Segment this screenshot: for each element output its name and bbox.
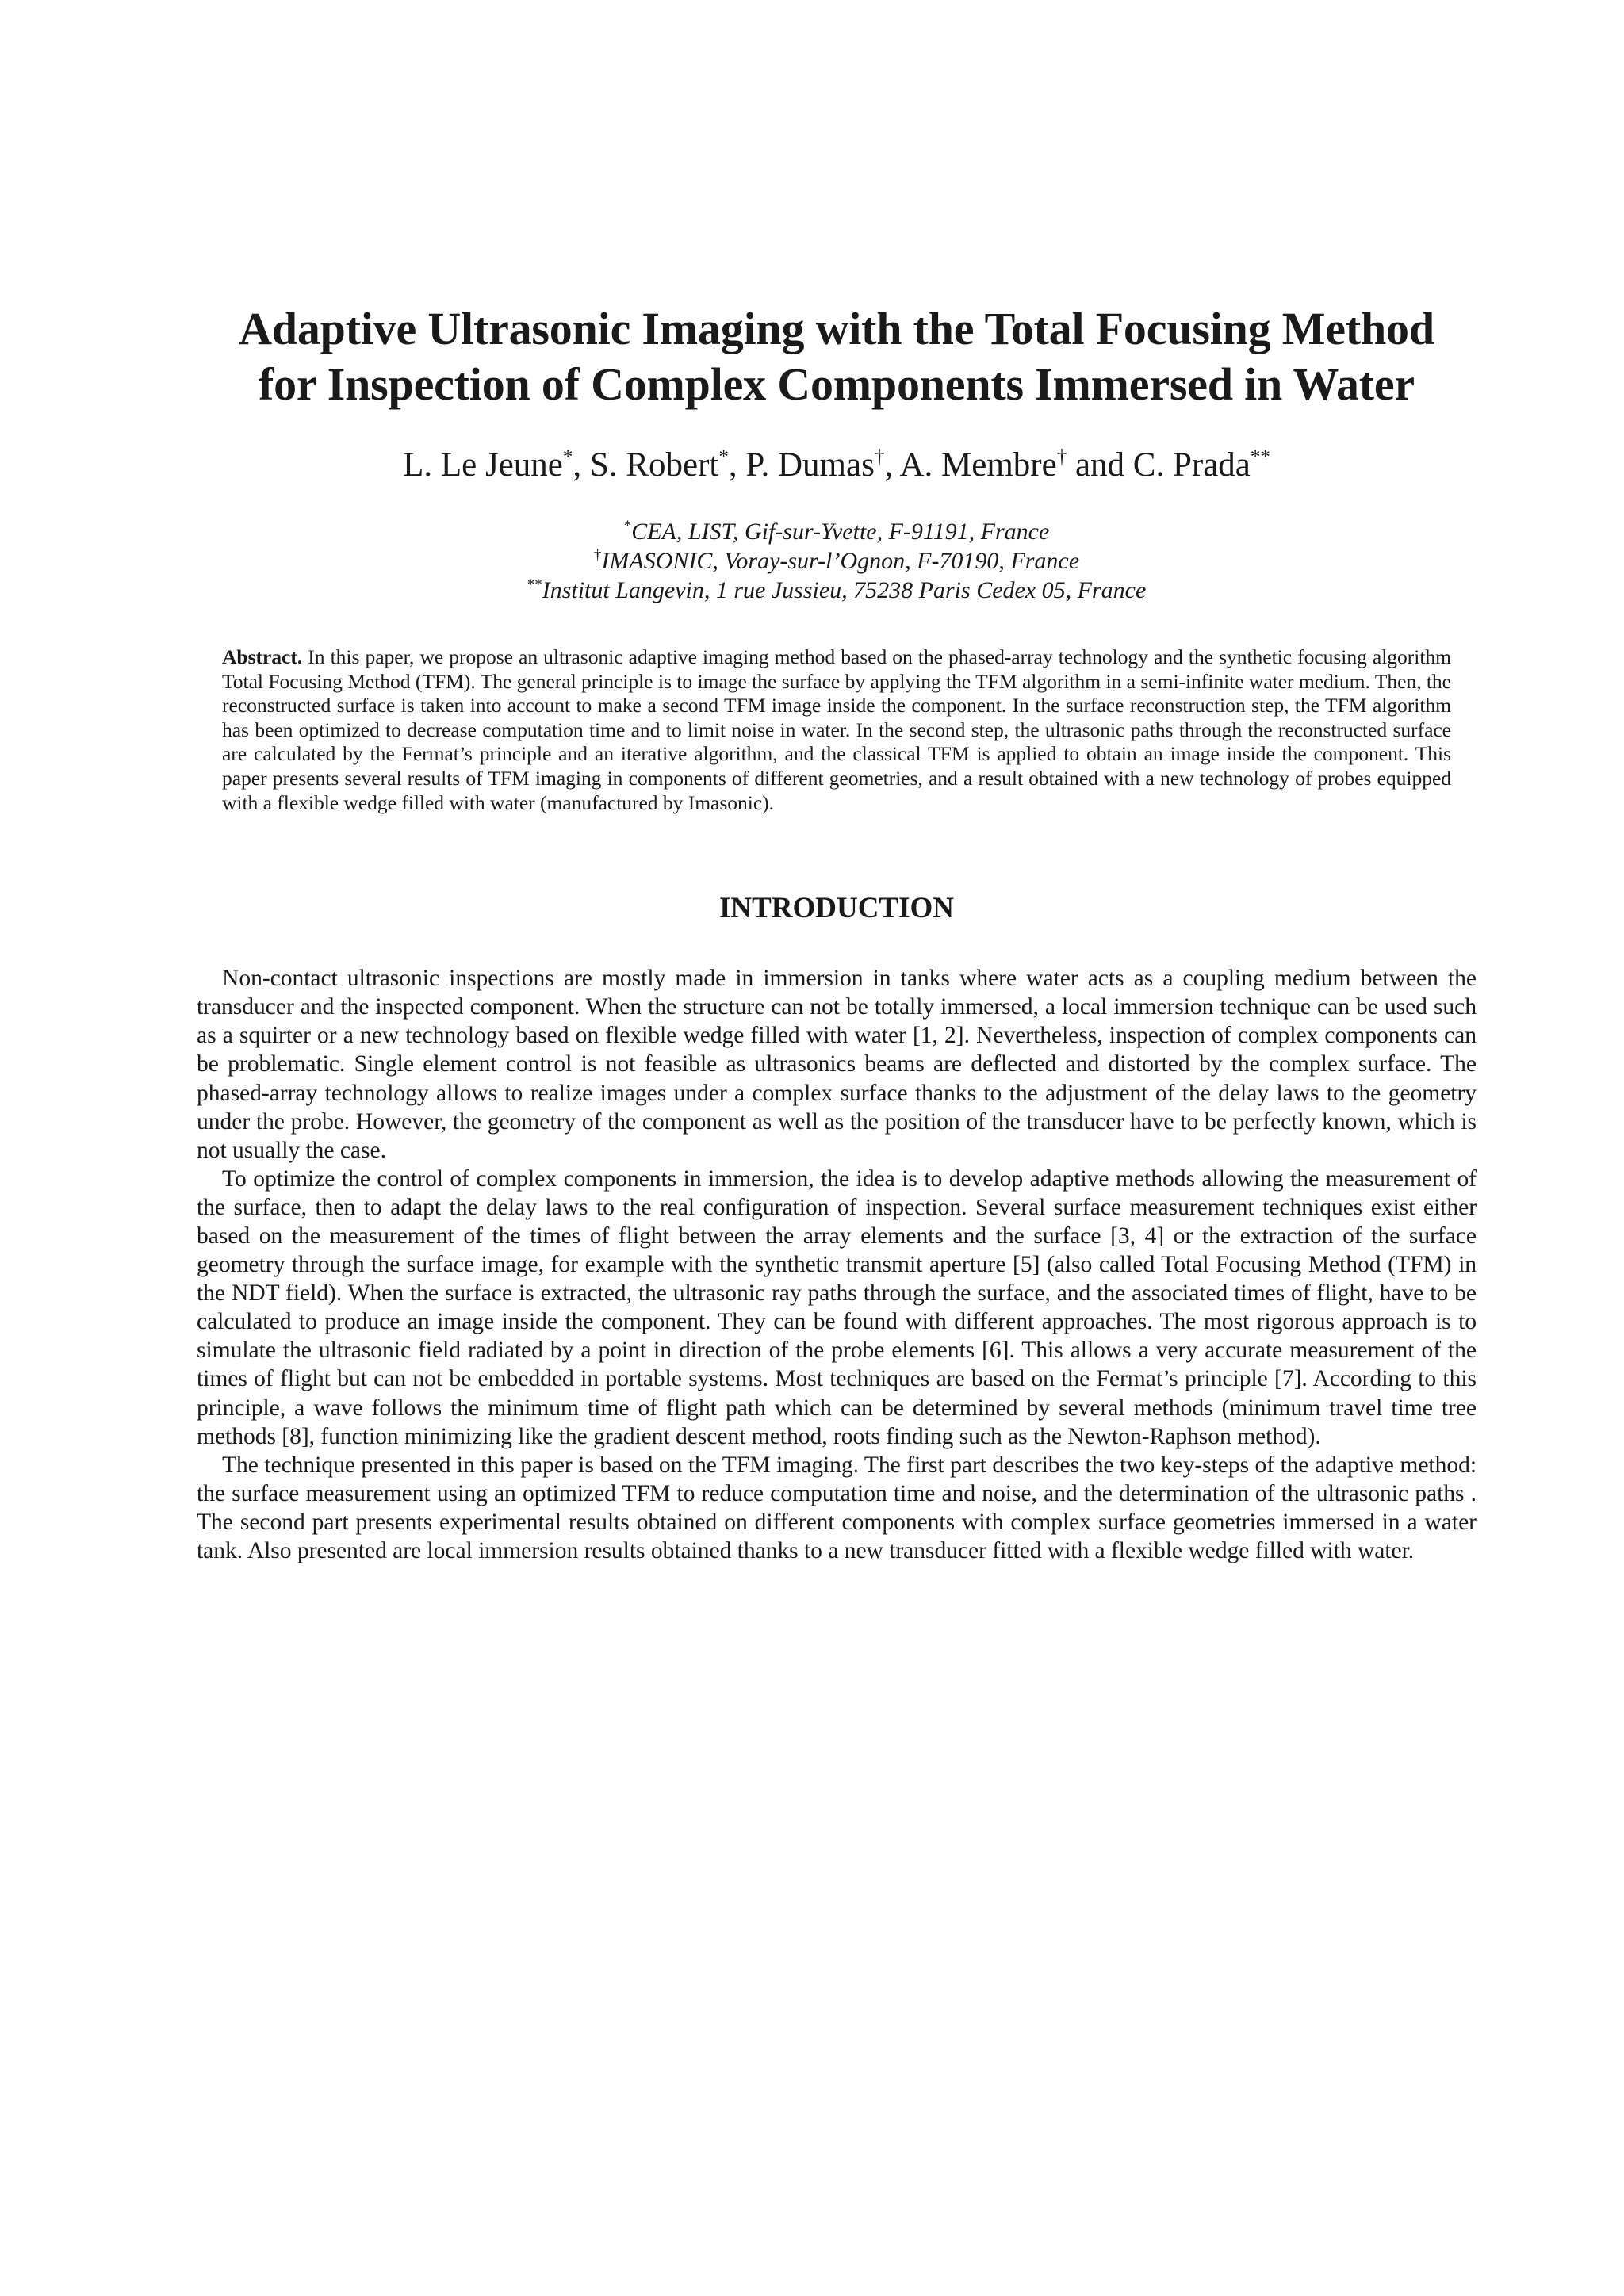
affiliation-text: IMASONIC, Voray-sur-l’Ognon, F-70190, France <box>601 548 1080 574</box>
author-separator: , <box>728 446 746 484</box>
affiliation-mark: † <box>593 547 602 564</box>
abstract-label: Abstract. <box>222 645 303 668</box>
abstract-text: In this paper, we propose an ultrasonic adaptive imaging method based on the phased-array technology and the synthetic focusing algorithm Total Focusing Method (TFM). The general principle is to image the surface by applying the TFM algorithm in a semi-infinite water medium. Then, the reconstructed surface is taken into account to make a second TFM image inside the component. In the surface reconstruction step, the TFM algorithm has been optimized to decrease computation time and to limit noise in water. In the second step, the ultrasonic paths through the reconstructed surface are calculated by the Fermat’s principle and an iterative algorithm, and the classical TFM is applied to obtain an image inside the component. This paper presents several results of TFM imaging in components of different geometries, and a result obtained with a new technology of probes equipped with a flexible wedge filled with water (manufactured by Imasonic). <box>222 645 1451 814</box>
affiliation-mark: ** <box>527 576 542 593</box>
author-name: L. Le Jeune <box>403 446 563 484</box>
title-line-1: Adaptive Ultrasonic Imaging with the Total Focusing Method <box>239 303 1434 354</box>
author-list <box>197 444 1477 487</box>
paper-title <box>197 301 1477 412</box>
body-paragraph: The technique presented in this paper is based on the TFM imaging. The first part describes the two key-steps of the adaptive method: the surface measurement using an optimized TFM to reduce computation time and noise, and the determination of the ultrasonic paths . The second part presents experimental results obtained on different components with complex surface geometries immersed in a water tank. Also presented are local immersion results obtained thanks to a new transducer fitted with a flexible wedge filled with water. <box>197 1452 1477 1564</box>
author-mark: * <box>562 446 573 468</box>
author-name: A. Membre <box>899 446 1057 484</box>
author-separator: , <box>573 446 590 484</box>
author-name: C. Prada <box>1132 446 1251 484</box>
section-heading-introduction: INTRODUCTION <box>718 892 955 925</box>
affiliation-text: Institut Langevin, 1 rue Jussieu, 75238 Paris Cedex 05, France <box>542 577 1147 603</box>
affiliation <box>197 576 1477 605</box>
body-paragraph: Non-contact ultrasonic inspections are mostly made in immersion in tanks where water acts as a coupling medium between the transducer and the inspected component. When the structure can not be totally immersed, a local immersion technique can be used such as a squirter or a new technology based on flexible wedge filled with water [1, 2]. Nevertheless, inspection of complex components can be problematic. Single element control is not feasible as ultrasonics beams are deflected and distorted by the complex surface. The phased-array technology allows to realize images under a complex surface thanks to the adjustment of the delay laws to the geometry under the probe. However, the geometry of the component as well as the position of the transducer have to be perfectly known, which is not usually the case. <box>197 966 1477 1163</box>
introduction-body <box>197 964 1477 1565</box>
author-mark: ** <box>1250 446 1270 468</box>
abstract <box>222 645 1451 815</box>
affiliation <box>197 517 1477 546</box>
author-separator: , <box>884 446 900 484</box>
author-separator: and <box>1067 446 1133 484</box>
author-mark: † <box>1056 446 1067 468</box>
author-name: P. Dumas <box>745 446 875 484</box>
author-mark: * <box>718 446 729 468</box>
affiliation-text: CEA, LIST, Gif-sur-Yvette, F-91191, France <box>631 519 1050 545</box>
body-paragraph: To optimize the control of complex components in immersion, the idea is to develop adaptive methods allowing the measurement of the surface, then to adapt the delay laws to the real configuration of inspection. Several surface measurement techniques exist either based on the measurement of the times of flight between the array elements and the surface [3, 4] or the extraction of the surface geometry through the surface image, for example with the synthetic transmit aperture [5] (also called Total Focusing Method (TFM) in the NDT field). When the surface is extracted, the ultrasonic ray paths through the surface, and the associated times of flight, have to be calculated to produce an image inside the component. They can be found with different approaches. The most rigorous approach is to simulate the ultrasonic field radiated by a point in direction of the probe elements [6]. This allows a very accurate measurement of the times of flight but can not be embedded in portable systems. Most techniques are based on the Fermat’s principle [7]. According to this principle, a wave follows the minimum time of flight path which can be determined by several methods (minimum travel time tree methods [8], function minimizing like the gradient descent method, roots finding such as the Newton-Raphson method). <box>197 1165 1477 1449</box>
title-line-2: for Inspection of Complex Components Immersed in Water <box>259 358 1415 410</box>
author-name: S. Robert <box>589 446 719 484</box>
affiliation-list <box>197 517 1477 605</box>
author-mark: † <box>874 446 885 468</box>
affiliation <box>197 546 1477 576</box>
paper-page <box>197 301 1477 1565</box>
affiliation-mark: * <box>623 518 632 534</box>
